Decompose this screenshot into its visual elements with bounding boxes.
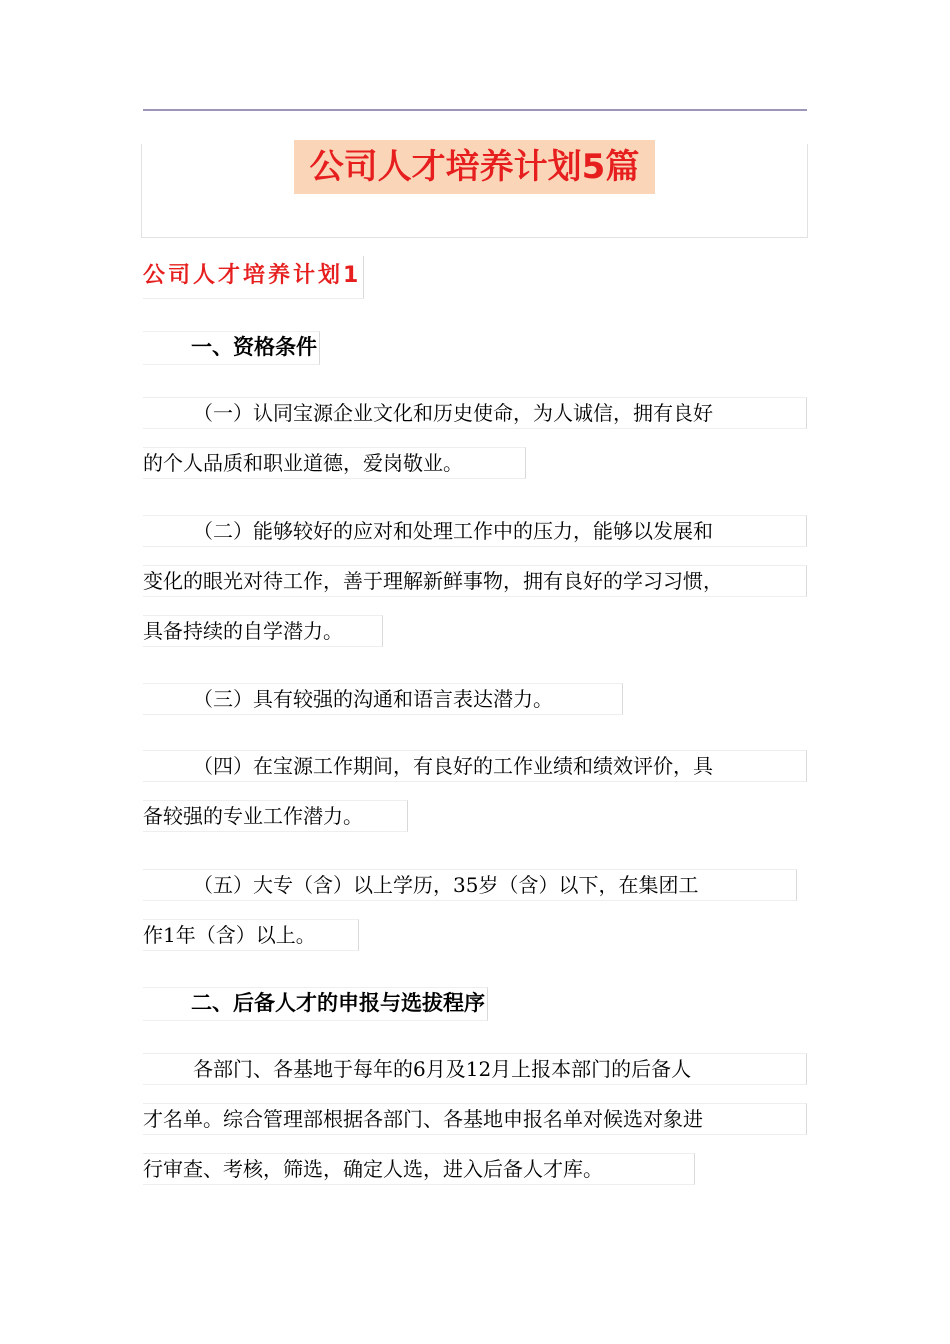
heading-application-procedure: 二、后备人才的申报与选拔程序 [143, 987, 488, 1021]
heading-qualifications: 一、资格条件 [143, 331, 320, 365]
paragraph-line: 行审查、考核，筛选，确定人选，进入后备人才库。 [143, 1153, 695, 1185]
document-title: 公司人才培养计划5篇 [309, 147, 640, 187]
paragraph-line: （三）具有较强的沟通和语言表达潜力。 [143, 683, 623, 715]
paragraph-line: （一）认同宝源企业文化和历史使命，为人诚信，拥有良好 [143, 397, 807, 429]
section-title: 公司人才培养计划1 [143, 256, 364, 299]
paragraph-line: 的个人品质和职业道德，爱岗敬业。 [143, 447, 526, 479]
paragraph-line: 才名单。综合管理部根据各部门、各基地申报名单对候选对象进 [143, 1103, 807, 1135]
paragraph-line: 作1年（含）以上。 [143, 919, 359, 951]
paragraph-line: （四）在宝源工作期间，有良好的工作业绩和绩效评价，具 [143, 750, 807, 782]
paragraph-line: 备较强的专业工作潜力。 [143, 800, 408, 832]
paragraph-line: 变化的眼光对待工作，善于理解新鲜事物，拥有良好的学习习惯， [143, 565, 807, 597]
paragraph-line: （五）大专（含）以上学历，35岁（含）以下，在集团工 [143, 869, 797, 901]
paragraph-line: 各部门、各基地于每年的6月及12月上报本部门的后备人 [143, 1053, 807, 1085]
paragraph-line: 具备持续的自学潜力。 [143, 615, 383, 647]
top-rule [143, 109, 807, 111]
paragraph-line: （二）能够较好的应对和处理工作中的压力，能够以发展和 [143, 515, 807, 547]
